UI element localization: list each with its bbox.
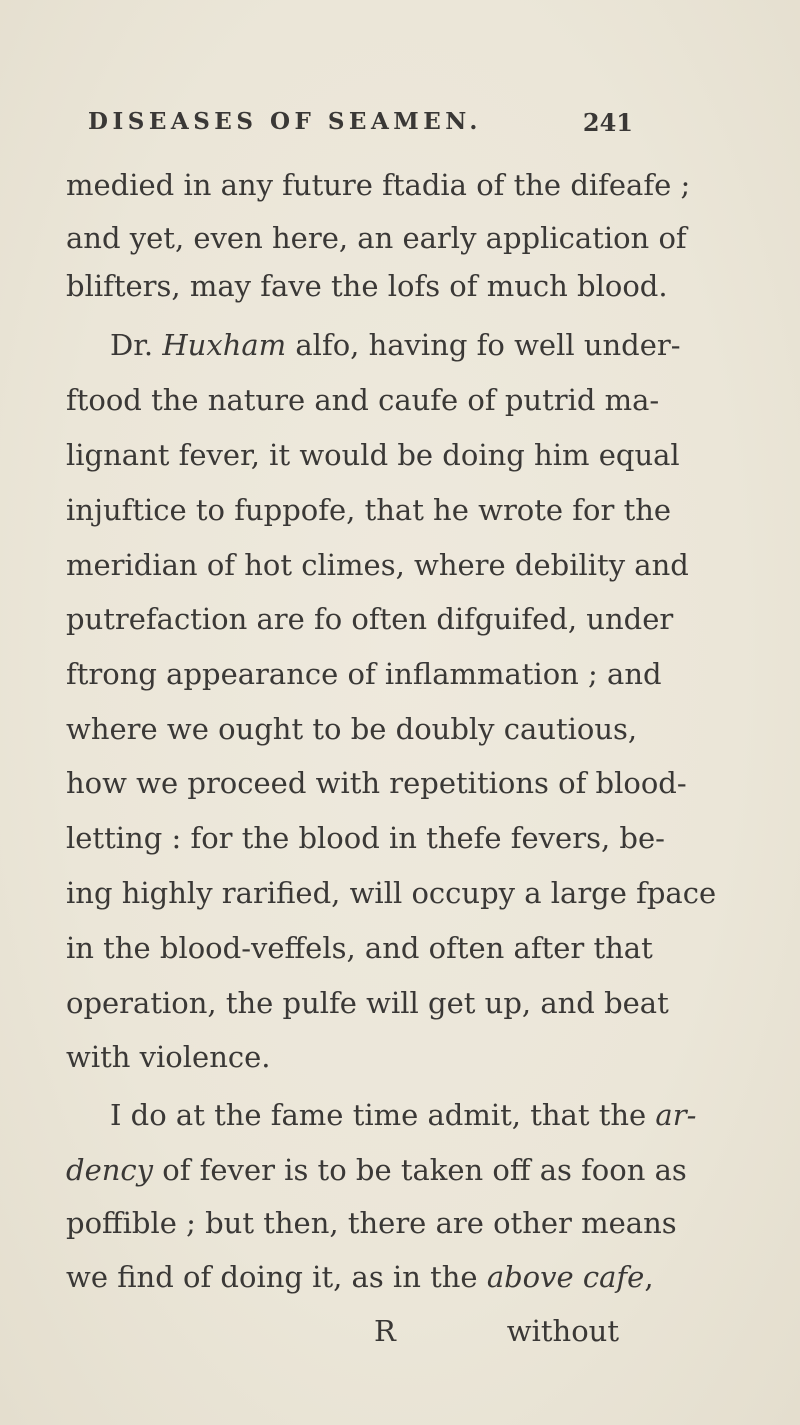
text-line: Dr. Huxham alfo, having fo well under- <box>110 328 681 362</box>
text-line: how we proceed with repetitions of blood- <box>66 766 687 800</box>
text-line: dency of fever is to be taken off as foon as <box>66 1153 687 1187</box>
text-line: I do at the fame time admit, that the ar- <box>110 1098 697 1132</box>
page-footer <box>66 1306 619 1356</box>
signature-mark: R <box>374 1314 396 1348</box>
text-line: poffible ; but then, there are other means <box>66 1206 677 1240</box>
text-line: medied in any future ftadia of the difeafe ; <box>66 168 691 202</box>
text-line: in the blood-veffels, and often after that <box>66 931 653 965</box>
running-header <box>88 108 633 148</box>
text-line: lignant fever, it would be doing him equal <box>66 438 680 472</box>
text-line: with violence. <box>66 1040 271 1074</box>
page-number: 241 <box>582 108 633 137</box>
text-line: letting : for the blood in thefe fevers, be- <box>66 821 665 855</box>
text-line: ing highly rarified, will occupy a large fpace <box>66 876 717 910</box>
running-title: DISEASES OF SEAMEN. <box>88 108 482 135</box>
text-line: injuftice to fuppofe, that he wrote for the <box>66 493 672 527</box>
text-line: operation, the pulfe will get up, and beat <box>66 986 669 1020</box>
catchword: without <box>506 1314 619 1348</box>
text-line: blifters, may fave the lofs of much blood. <box>66 269 668 303</box>
text-line: we find of doing it, as in the above cafe, <box>66 1260 654 1294</box>
text-line: and yet, even here, an early application of <box>66 221 687 255</box>
text-line: where we ought to be doubly cautious, <box>66 712 638 746</box>
text-line: putrefaction are fo often difguifed, under <box>66 602 674 636</box>
text-line: meridian of hot climes, where debility and <box>66 548 689 582</box>
text-line: ftood the nature and caufe of putrid ma- <box>66 383 660 417</box>
text-line: ftrong appearance of inflammation ; and <box>66 657 662 691</box>
